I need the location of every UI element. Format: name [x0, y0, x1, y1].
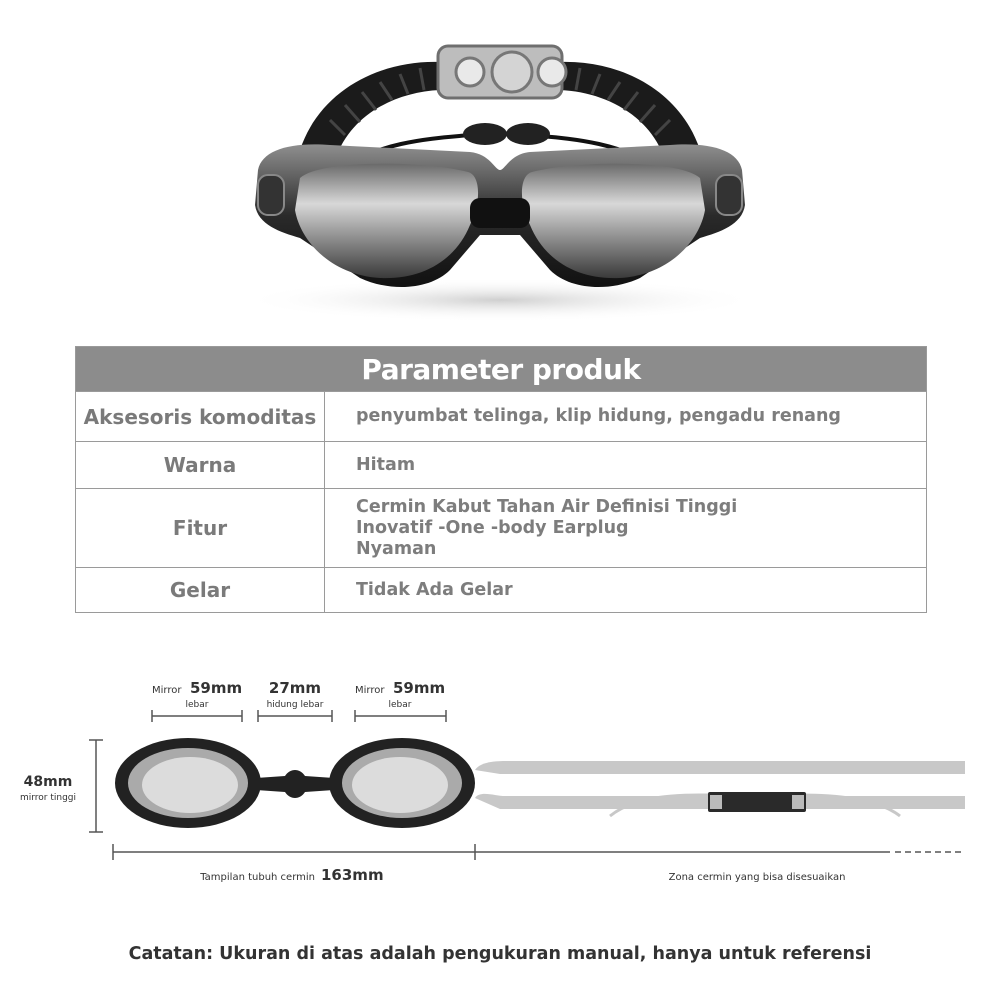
dim-value: 163mm [321, 866, 384, 884]
dim-sub: hidung lebar [266, 700, 324, 710]
table-row-warna [76, 441, 926, 488]
table-title: Parameter produk [76, 347, 926, 391]
row-label: Fitur [76, 489, 325, 567]
value-line: Cermin Kabut Tahan Air Definisi Tinggi [356, 496, 738, 517]
row-value [325, 392, 926, 441]
row-value [325, 489, 926, 567]
dim-value: 48mm [23, 774, 73, 790]
dimension-diagram [0, 640, 1000, 900]
dim-sub: lebar [185, 700, 209, 710]
goggles-front-view [115, 738, 475, 828]
dim-value: 59mm [190, 679, 243, 697]
parameter-table [75, 346, 927, 613]
dim-value: 27mm [268, 679, 322, 697]
value-line: penyumbat telinga, klip hidung, pengadu renang [356, 406, 841, 426]
dim-sub: mirror tinggi [19, 793, 77, 803]
dim-prefix: Mirror [355, 685, 385, 696]
dim-prefix: Mirror [152, 685, 182, 696]
right-mirror-dimension [355, 679, 446, 722]
strap-view [475, 761, 965, 816]
strap-zone-dimension [475, 852, 965, 883]
row-label: Warna [76, 442, 325, 488]
row-value [325, 568, 926, 612]
value-line: Inovatif -One -body Earplug [356, 517, 629, 538]
nose-bridge-dimension [258, 679, 332, 722]
dim-value: 59mm [393, 679, 446, 697]
dim-sub: lebar [388, 700, 412, 710]
table-row-fitur [76, 488, 926, 567]
goggles-product-photo [0, 0, 1000, 340]
value-line: Nyaman [356, 538, 437, 559]
value-line: Hitam [356, 454, 416, 475]
value-line: Tidak Ada Gelar [356, 579, 513, 600]
strap-zone-label: Zona cermin yang bisa disesuaikan [668, 872, 846, 883]
dim-prefix: Tampilan tubuh cermin [200, 872, 315, 883]
row-label: Gelar [76, 568, 325, 612]
height-dimension [20, 740, 103, 832]
table-row-aksesoris [76, 391, 926, 441]
note-text: Catatan: Ukuran di atas adalah pengukuran manual, hanya untuk referensi [128, 944, 872, 964]
row-label: Aksesoris komoditas [76, 392, 325, 441]
table-row-gelar [76, 567, 926, 612]
left-mirror-dimension [152, 679, 242, 722]
row-value [325, 442, 926, 488]
body-width-dimension [113, 844, 475, 884]
